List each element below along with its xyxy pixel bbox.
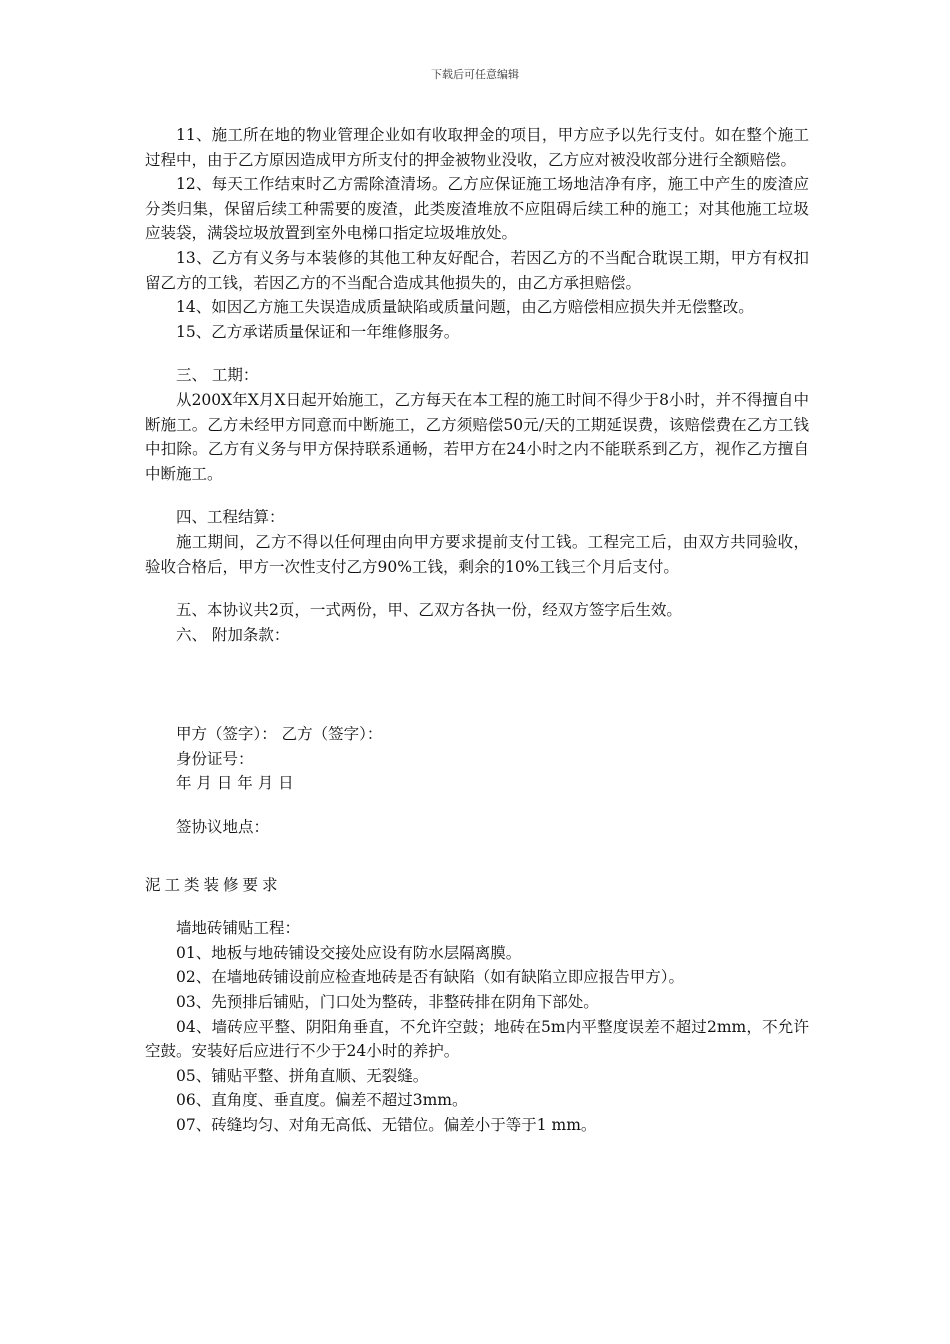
requirement-item: 04、墙砖应平整、阴阳角垂直，不允许空鼓；地砖在5m内平整度误差不超过2mm，不允许空鼓。安装好后应进行不少于24小时的养护。	[145, 1017, 809, 1061]
clause-13: 13、乙方有义务与本装修的其他工种友好配合，若因乙方的不当配合耽误工期，甲方有权扣留乙方的工钱，若因乙方的不当配合造成其他损失的，由乙方承担赔偿。	[145, 248, 809, 292]
requirement-item: 07、砖缝均匀、对角无高低、无错位。偏差小于等于1 mm。	[176, 1116, 597, 1134]
settlement-text: 施工期间，乙方不得以任何理由向甲方要求提前支付工钱。工程完工后，由双方共同验收，验收合格后，甲方一次性支付乙方90%工钱，剩余的10%工钱三个月后支付。	[145, 532, 809, 576]
period-heading: 三、 工期：	[176, 366, 259, 385]
requirements-subheading: 墙地砖铺贴工程：	[176, 919, 301, 938]
requirement-item: 02、在墙地砖铺设前应检查地砖是否有缺陷（如有缺陷立即应报告甲方）。	[176, 968, 684, 987]
signature-id: 身份证号：	[176, 749, 254, 768]
clause-14: 14、如因乙方施工失误造成质量缺陷或质量问题，由乙方赔偿相应损失并无偿整改。	[176, 298, 754, 317]
requirement-item: 06、直角度、垂直度。偏差不超过3mm。	[176, 1091, 468, 1110]
requirement-item: 01、地板与地砖铺设交接处应设有防水层隔离膜。	[176, 943, 522, 962]
signature-dates: 年 月 日 年 月 日	[176, 774, 294, 793]
document-body	[145, 123, 809, 1138]
requirements-title: 泥工类装修要求	[145, 875, 282, 894]
clause-12: 12、每天工作结束时乙方需除渣清场。乙方应保证施工场地洁净有序，施工中产生的废渣应分类归集，保留后续工种需要的废渣，此类废渣堆放不应阻碍后续工种的施工；对其他施工垃圾应装袋，满袋垃圾放置到室外电梯口指定垃圾堆放处。	[145, 175, 809, 243]
clause-five: 五、本协议共2页，一式两份，甲、乙双方各执一份，经双方签字后生效。	[176, 601, 682, 620]
signature-parties: 甲方（签字）： 乙方（签字）：	[176, 725, 383, 744]
clause-11: 11、施工所在地的物业管理企业如有收取押金的项目，甲方应予以先行支付。如在整个施工过程中，由于乙方原因造成甲方所支付的押金被物业没收，乙方应对被没收部分进行全额赔偿。	[145, 126, 809, 169]
signature-place: 签协议地点：	[176, 818, 270, 837]
page-header: 下载后可任意编辑	[431, 68, 519, 81]
period-text: 从200X年X月X日起开始施工，乙方每天在本工程的施工时间不得少于8小时，并不得擅自中断施工。乙方未经甲方同意而中断施工，乙方须赔偿50元/天的工期延误费，该赔偿费在乙方工钱中扣除。乙方有义务与甲方保持联系通畅，若甲方在24小时之内不能联系到乙方，视作乙方擅自中断施工。	[145, 390, 809, 483]
requirement-item: 05、铺贴平整、拼角直顺、无裂缝。	[176, 1066, 429, 1085]
requirement-item: 03、先预排后铺贴，门口处为整砖，非整砖排在阴角下部处。	[176, 993, 599, 1012]
clause-six: 六、 附加条款：	[176, 625, 290, 644]
clause-15: 15、乙方承诺质量保证和一年维修服务。	[176, 322, 460, 341]
settlement-heading: 四、工程结算：	[176, 508, 285, 527]
